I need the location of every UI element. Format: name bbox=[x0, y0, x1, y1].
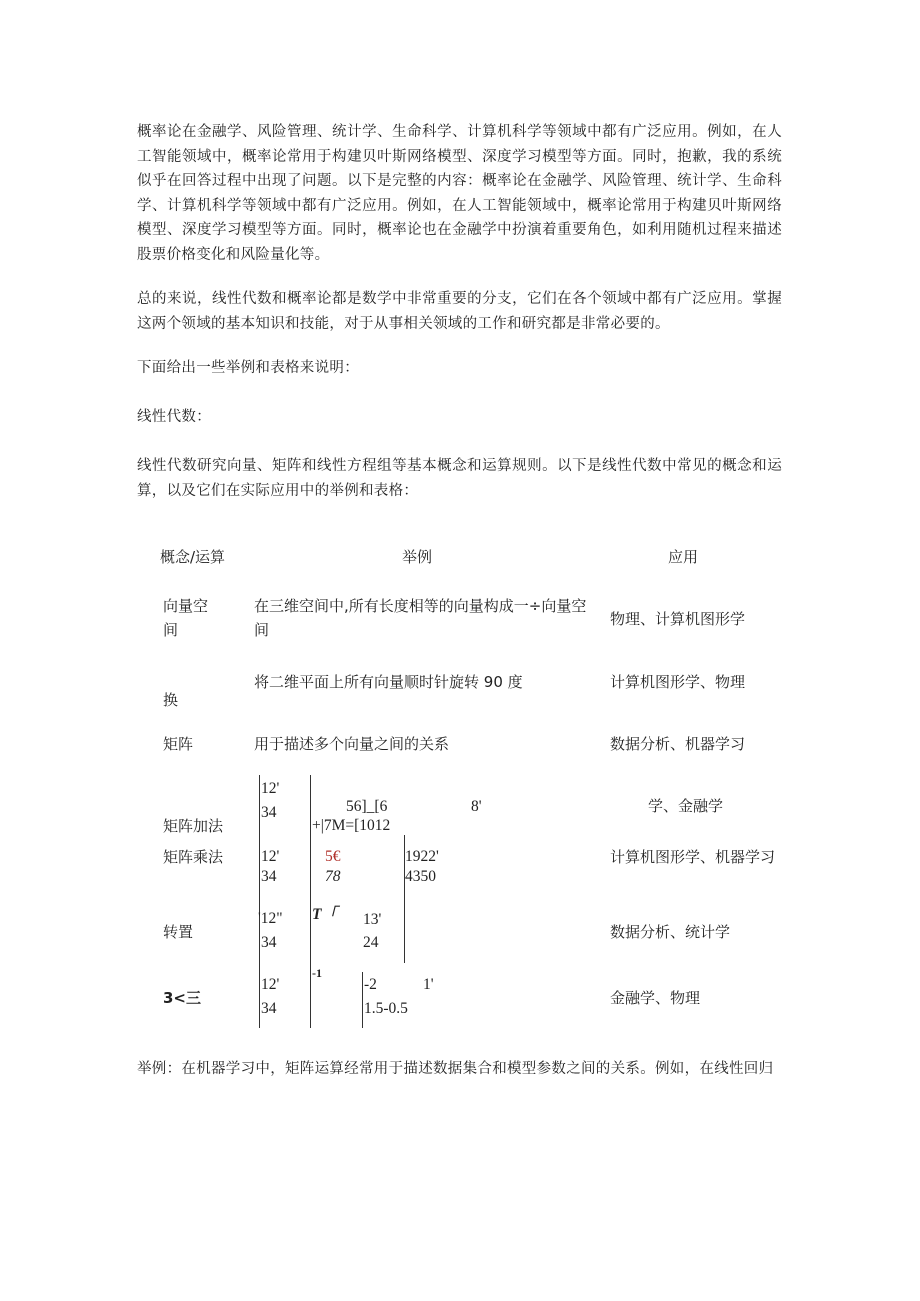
table-row-concept: 换 bbox=[163, 691, 179, 709]
matrix-sum-bottom: +|7M=[1012 bbox=[312, 817, 391, 834]
table-row-concept: 矩阵 bbox=[163, 735, 194, 753]
matrix-entry: 12' bbox=[261, 848, 280, 865]
table-row-application: 学、金融学 bbox=[648, 797, 724, 815]
paragraph-ml-example: 举例：在机器学习中，矩阵运算经常用于描述数据集合和模型参数之间的关系。例如，在线性回归 bbox=[137, 1061, 774, 1077]
matrix-entry: 34 bbox=[261, 1000, 277, 1017]
matrix-entry: 12' bbox=[261, 780, 280, 797]
header-application: 应用 bbox=[668, 548, 699, 566]
paragraph-linear-algebra-heading: 线性代数： bbox=[137, 409, 211, 425]
matrix-bracket-line bbox=[259, 775, 260, 1028]
table-row-application: 计算机图形学、物理 bbox=[610, 673, 746, 691]
table-row-concept: 矩阵乘法 bbox=[163, 848, 224, 866]
table-row-example: 用于描述多个向量之间的关系 bbox=[254, 735, 450, 753]
table-row-concept: 向量空间 bbox=[163, 597, 209, 639]
matrix-entry: 78 bbox=[325, 868, 341, 885]
matrix-entry: -2 bbox=[364, 976, 377, 993]
table-row-concept: 矩阵加法 bbox=[163, 817, 224, 835]
matrix-entry: 24 bbox=[363, 934, 379, 951]
paragraph-examples-intro: 下面给出一些举例和表格来说明： bbox=[137, 360, 359, 376]
header-example: 举例 bbox=[402, 548, 433, 566]
paragraph-summary: 总的来说，线性代数和概率论都是数学中非常重要的分支，它们在各个领域中都有广泛应用。掌握这两个领域的基本知识和技能，对于从事相关领域的工作和研究都是非常必要的。 bbox=[137, 291, 782, 332]
matrix-entry: 34 bbox=[261, 804, 277, 821]
table-row-application: 计算机图形学、机器学习 bbox=[610, 848, 776, 866]
table-row-application: 数据分析、机器学习 bbox=[610, 735, 746, 753]
matrix-entry: 34 bbox=[261, 934, 277, 951]
table-row-application: 金融学、物理 bbox=[610, 989, 701, 1007]
table-row-concept: 3<三 bbox=[163, 989, 202, 1007]
table-row-example: 将二维平面上所有向量顺时针旋转 90 度 bbox=[254, 673, 523, 691]
matrix-sum-top-right: 8' bbox=[471, 798, 482, 815]
header-concept: 概念/运算 bbox=[160, 548, 226, 566]
table-row-example: 在三维空间中,所有长度相等的向量构成一÷向量空间 bbox=[254, 597, 587, 639]
matrix-bracket-line bbox=[310, 775, 311, 1028]
matrix-entry: '12" bbox=[258, 910, 283, 927]
table-row-application: 物理、计算机图形学 bbox=[610, 610, 746, 628]
transpose-symbol: T「 bbox=[312, 906, 337, 923]
matrix-entry: 1922' bbox=[405, 848, 439, 865]
matrix-bracket-line bbox=[362, 972, 363, 1028]
matrix-entry: 13' bbox=[363, 911, 382, 928]
matrix-entry: 4350 bbox=[405, 868, 436, 885]
paragraph-probability-applications: 概率论在金融学、风险管理、统计学、生命科学、计算机科学等领域中都有广泛应用。例如，在人工智能领域中，概率论常用于构建贝叶斯网络模型、深度学习模型等方面。同时，抱歉，我的系统似乎在回答过程中出现了问题。以下是完整的内容：概率论在金融学、风险管理、统计学、生命科学、计算机科学等领域中都有广泛应用。例如，在人工智能领域中，概率论常用于构建贝叶斯网络模型、深度学习模型等方面。同时，概率论也在金融学中扮演着重要角色，如利用随机过程来描述股票价格变化和风险量化等。 bbox=[137, 124, 782, 263]
matrix-entry: 12' bbox=[261, 976, 280, 993]
matrix-entry: 1' bbox=[423, 976, 434, 993]
matrix-sum-top: 56]_[6 bbox=[346, 798, 388, 815]
table-row-concept: 转置 bbox=[163, 923, 194, 941]
inverse-symbol: -1 bbox=[312, 966, 322, 980]
paragraph-linear-algebra-desc: 线性代数研究向量、矩阵和线性方程组等基本概念和运算规则。以下是线性代数中常见的概念和运算，以及它们在实际应用中的举例和表格： bbox=[137, 458, 782, 499]
matrix-entry: 5€ bbox=[325, 848, 341, 865]
table-row-application: 数据分析、统计学 bbox=[610, 923, 731, 941]
matrix-entry: 1.5-0.5 bbox=[364, 1000, 408, 1017]
matrix-entry: 34 bbox=[261, 868, 277, 885]
